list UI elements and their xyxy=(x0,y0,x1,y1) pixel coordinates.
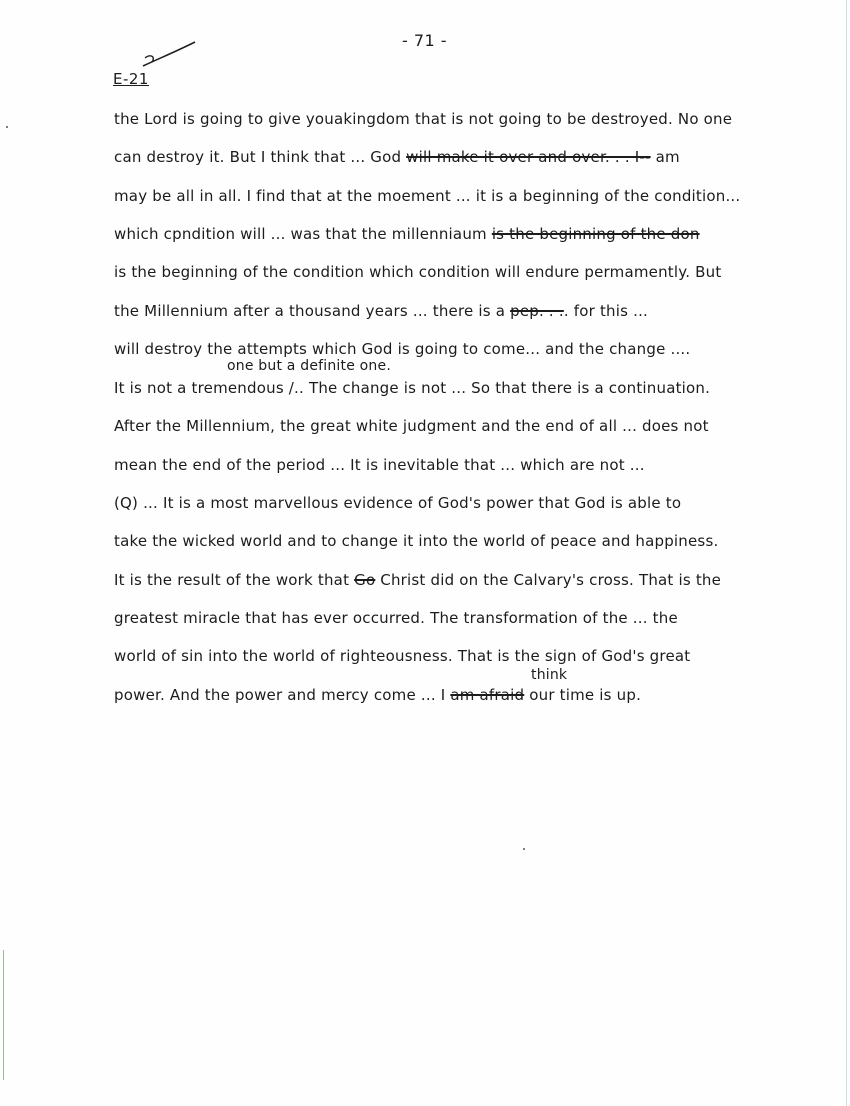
handwritten-pen-stroke xyxy=(0,0,850,120)
line-6-text: the Millennium after a thousand years ... there is a xyxy=(114,302,511,320)
text-line-2 xyxy=(114,148,680,166)
text-line-4 xyxy=(114,225,700,243)
text-line-12: take the wicked world and to change it into the world of peace and happiness. xyxy=(114,532,719,550)
line-16-strikeout: am afraid xyxy=(450,686,525,704)
line-4-strikeout: is the beginning of the don xyxy=(491,225,700,243)
text-line-10: mean the end of the period ... It is inevitable that ... which are not ... xyxy=(114,456,645,474)
right-margin-rule xyxy=(846,0,847,1106)
text-line-15: world of sin into the world of righteousness. That is the sign of God's great xyxy=(114,647,691,665)
text-line-1: the Lord is going to give youakingdom that is not going to be destroyed. No one xyxy=(114,110,733,128)
text-line-9: After the Millennium, the great white judgment and the end of all ... does not xyxy=(114,417,709,435)
interlinear-insert-think: think xyxy=(531,667,568,683)
line-2-tail: am xyxy=(650,148,680,166)
line-16-text: power. And the power and mercy come ... I xyxy=(114,686,451,704)
scan-speck xyxy=(6,126,8,128)
line-6-strikeout: pep. . . xyxy=(510,302,564,320)
line-16-tail: our time is up. xyxy=(524,686,642,704)
text-line-11: (Q) ... It is a most marvellous evidence of God's power that God is able to xyxy=(114,494,682,512)
text-line-8: It is not a tremendous /.. The change is not ... So that there is a continuation. xyxy=(114,379,711,397)
scan-speck xyxy=(523,848,525,850)
text-line-7: will destroy the attempts which God is going to come... and the change .... xyxy=(114,340,691,358)
document-code: E-21 xyxy=(113,70,149,88)
text-line-6 xyxy=(114,302,648,320)
line-2-text: can destroy it. But I think that ... God xyxy=(114,148,407,166)
left-margin-rule xyxy=(3,950,4,1080)
page-number: - 71 - xyxy=(402,31,448,50)
line-13-tail: Christ did on the Calvary's cross. That is the xyxy=(375,571,722,589)
line-13-text: It is the result of the work that xyxy=(114,571,355,589)
text-line-16 xyxy=(114,686,641,704)
line-6-tail: . for this ... xyxy=(563,302,649,320)
text-line-14: greatest miracle that has ever occurred. The transformation of the ... the xyxy=(114,609,678,627)
line-13-strikeout: Go xyxy=(354,571,376,589)
text-line-5: is the beginning of the condition which condition will endure permamently. But xyxy=(114,263,722,281)
text-line-13 xyxy=(114,571,721,589)
interlinear-insert-one: one but a definite one. xyxy=(227,358,391,374)
text-line-3: may be all in all. I find that at the moement ... it is a beginning of the condition... xyxy=(114,187,741,205)
line-2-strikeout: will make it over and over. . . I-- xyxy=(406,148,651,166)
line-4-text: which cpndition will ... was that the millenniaum xyxy=(114,225,492,243)
